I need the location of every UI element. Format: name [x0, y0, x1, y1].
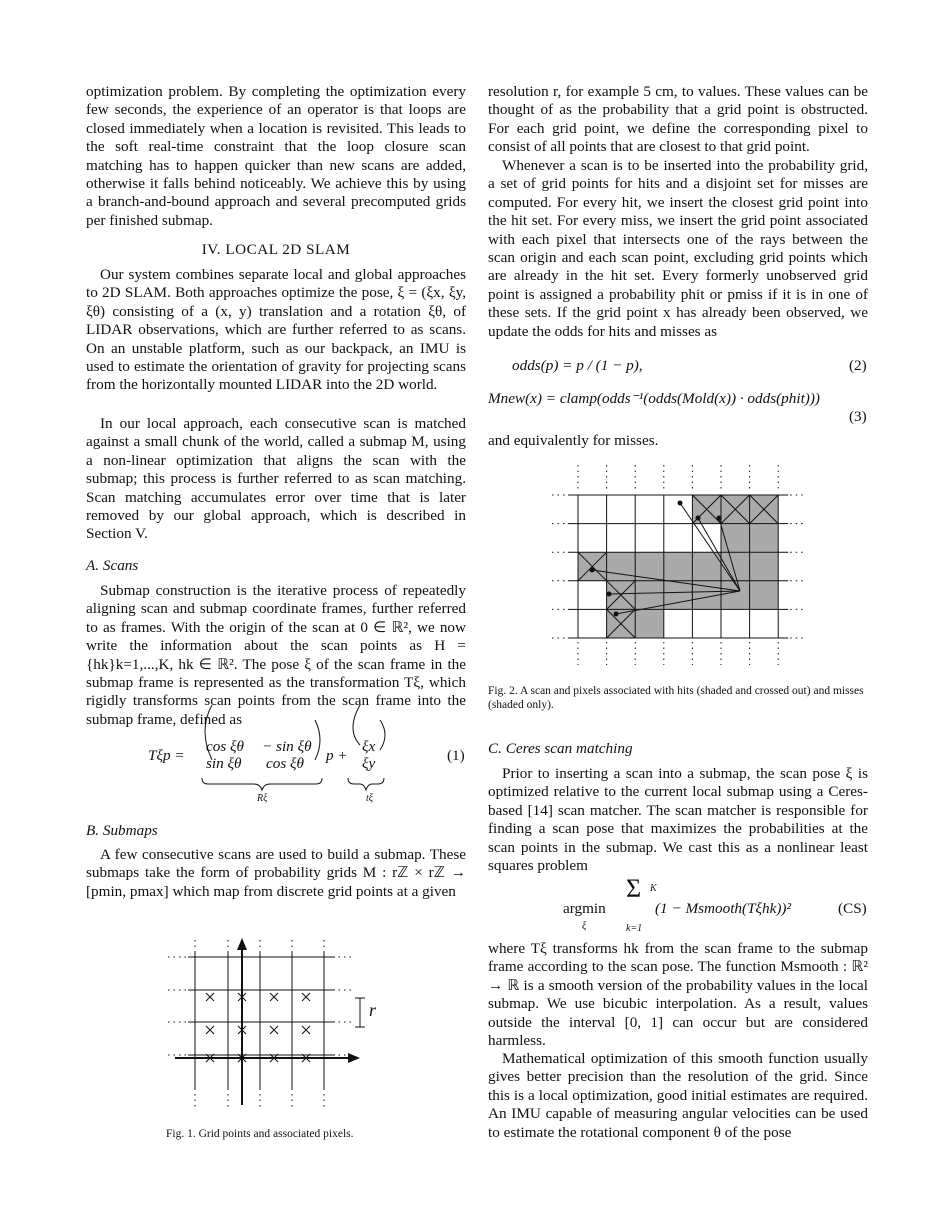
subsection-heading: B. Submaps	[86, 822, 158, 839]
scan-point	[717, 516, 722, 521]
shaded-pixel	[721, 524, 750, 553]
equation-number: (3)	[849, 408, 867, 425]
section-heading: IV. LOCAL 2D SLAM	[201, 241, 351, 258]
paragraph: A few consecutive scans are used to build a submap. These submaps take the form of probability grids M : rℤ × rℤ → [pmin, pmax] which map from discrete grid points at a given	[86, 846, 466, 900]
shaded-pixel	[664, 581, 693, 610]
figure-1-caption: Fig. 1. Grid points and associated pixels.	[166, 1128, 354, 1140]
arrow-head	[348, 1053, 360, 1063]
eq-argmin-sub: ξ	[582, 921, 587, 932]
shaded-pixel	[635, 581, 664, 610]
grid-point-cross	[302, 1026, 310, 1034]
figure-1-grid	[160, 930, 390, 1120]
paragraph: Submap construction is the iterative process of repeatedly aligning scan and submap coordinate frames, further referred to as frames. With the origin of the scan at 0 ∈ ℝ², we now write the information about the scan points as H = {hk}k=1,...,K, hk ∈ ℝ². The pose ξ of the scan frame in the submap frame is represented as the transformation Tξ, which rigidly transforms scan points from the scan frame into the submap frame, defined as	[86, 582, 466, 728]
eq-body: (1 − Msmooth(Tξhk))²	[655, 900, 792, 917]
paragraph: Prior to inserting a scan into a submap, the scan pose ξ is optimized relative to the current local submap using a Ceres-based [14] scan matcher. The scan matcher is responsible for finding a scan pose that maximizes the probabilities at the scan points in the submap. We cast this as a nonlinear least squares problem	[488, 765, 868, 875]
shaded-pixel	[750, 581, 779, 610]
figure-2-caption: Fig. 2. A scan and pixels associated with hits (shaded and crossed out) and misses (shaded only).	[488, 685, 864, 711]
shaded-pixel	[664, 552, 693, 581]
grid-point-cross	[302, 993, 310, 1001]
equation-number: (CS)	[838, 900, 867, 917]
scan-point	[678, 501, 683, 506]
eq-underbrace-label: Rξ	[257, 793, 268, 804]
eq-vector-cell: ξy	[362, 755, 376, 772]
resolution-bracket	[355, 998, 365, 1027]
paragraph: optimization problem. By completing the optimization every few seconds, the experience of an operator is that loops are closed immediately when a location is revisited. This leads to the soft real-time constraint that the loop closure scan matching has to happen quicker than new scans are added, otherwise it falls behind noticeably. We achieve this by using a branch-and-bound approach and several precomputed grids per finished submap.	[86, 83, 466, 229]
paragraph: In our local approach, each consecutive scan is matched against a small chunk of the world, called a submap M, using a non-linear optimization that aligns the scan with the submap; this process is further referred to as scan matching. Scan matching accumulates error over time that is later removed by our global approach, which is described in Section V.	[86, 415, 466, 543]
scan-point	[614, 612, 619, 617]
eq-matrix-cell: cos ξθ	[266, 755, 305, 772]
eq-lhs: Tξp =	[148, 747, 185, 764]
equation-brackets	[190, 700, 410, 795]
equation-number: (1)	[447, 747, 465, 764]
eq-argmin: argmin	[563, 900, 606, 917]
scan-point	[590, 568, 595, 573]
eq-sum-bottom: k=1	[626, 923, 643, 934]
eq-sum: Σ	[626, 874, 642, 903]
eq-vector-cell: ξx	[362, 738, 376, 755]
scan-point	[607, 592, 612, 597]
eq-sum-top: K	[650, 883, 657, 894]
paragraph: resolution r, for example 5 cm, to values. These values can be thought of as the probability that a grid point is obstructed. For each grid point, we define the corresponding pixel to consist of all points that are closest to that grid point.	[488, 83, 868, 156]
resolution-label: r	[369, 1000, 377, 1020]
paragraph: Whenever a scan is to be inserted into the probability grid, a set of grid points for hits and a disjoint set for misses are computed. For every hit, we insert the closest grid point into the hit set. For every miss, we insert the grid point associated with each pixel that intersects one of the rays between the scan origin and each scan point, excluding grid points which are already in the hit set. Every formerly unobserved grid point is assigned a probability phit or pmiss if it is in one of these sets. If the grid point x has already been observed, we update the odds for hits and misses as	[488, 157, 868, 340]
shaded-pixel	[750, 524, 779, 553]
grid-point-cross	[206, 993, 214, 1001]
shaded-pixel	[750, 552, 779, 581]
paragraph: where Tξ transforms hk from the scan frame to the submap frame according to the scan pose. The function Msmooth : ℝ² → ℝ is a smooth version of the probability values in the local submap. We use bicubic interpolation. As a result, values outside the interval [0, 1] can occur but are considered harmless.	[488, 940, 868, 1050]
subsection-heading: C. Ceres scan matching	[488, 740, 633, 757]
eq-matrix-cell: sin ξθ	[206, 755, 242, 772]
grid-point-cross	[270, 1026, 278, 1034]
equation-number: (2)	[849, 357, 867, 374]
arrow-head	[237, 938, 247, 950]
eq-matrix-cell: − sin ξθ	[262, 738, 312, 755]
eq-mid: p +	[326, 747, 348, 764]
equation-3: Mnew(x) = clamp(odds⁻¹(odds(Mold(x)) · odds(phit)))	[488, 390, 820, 407]
shaded-pixel	[635, 609, 664, 638]
equation-2: odds(p) = p / (1 − p),	[512, 357, 643, 374]
eq-matrix-cell: cos ξθ	[206, 738, 245, 755]
figure-2-scan-grid	[550, 465, 810, 665]
shaded-pixel	[721, 552, 750, 581]
shaded-pixel	[721, 581, 750, 610]
shaded-pixel	[607, 552, 636, 581]
subsection-heading: A. Scans	[86, 557, 139, 574]
paragraph: Mathematical optimization of this smooth function usually gives better precision than the resolution of the grid. Since this is a local optimization, good initial estimates are required. An IMU capable of measuring angular velocities can be used to estimate the rotational component θ of the pose	[488, 1050, 868, 1141]
paragraph: and equivalently for misses.	[488, 432, 659, 449]
grid-point-cross	[270, 993, 278, 1001]
grid-point-cross	[206, 1026, 214, 1034]
scan-point	[696, 516, 701, 521]
paragraph: Our system combines separate local and global approaches to 2D SLAM. Both approaches optimize the pose, ξ = (ξx, ξy, ξθ) consisting of a (x, y) translation and a rotation ξθ, of LIDAR observations, which are further referred to as scans. On an unstable platform, such as our backpack, an IMU is used to estimate the orientation of gravity for projecting scans from the horizontally mounted LIDAR into the 2D world.	[86, 266, 466, 394]
eq-underbrace-label: tξ	[366, 793, 374, 804]
